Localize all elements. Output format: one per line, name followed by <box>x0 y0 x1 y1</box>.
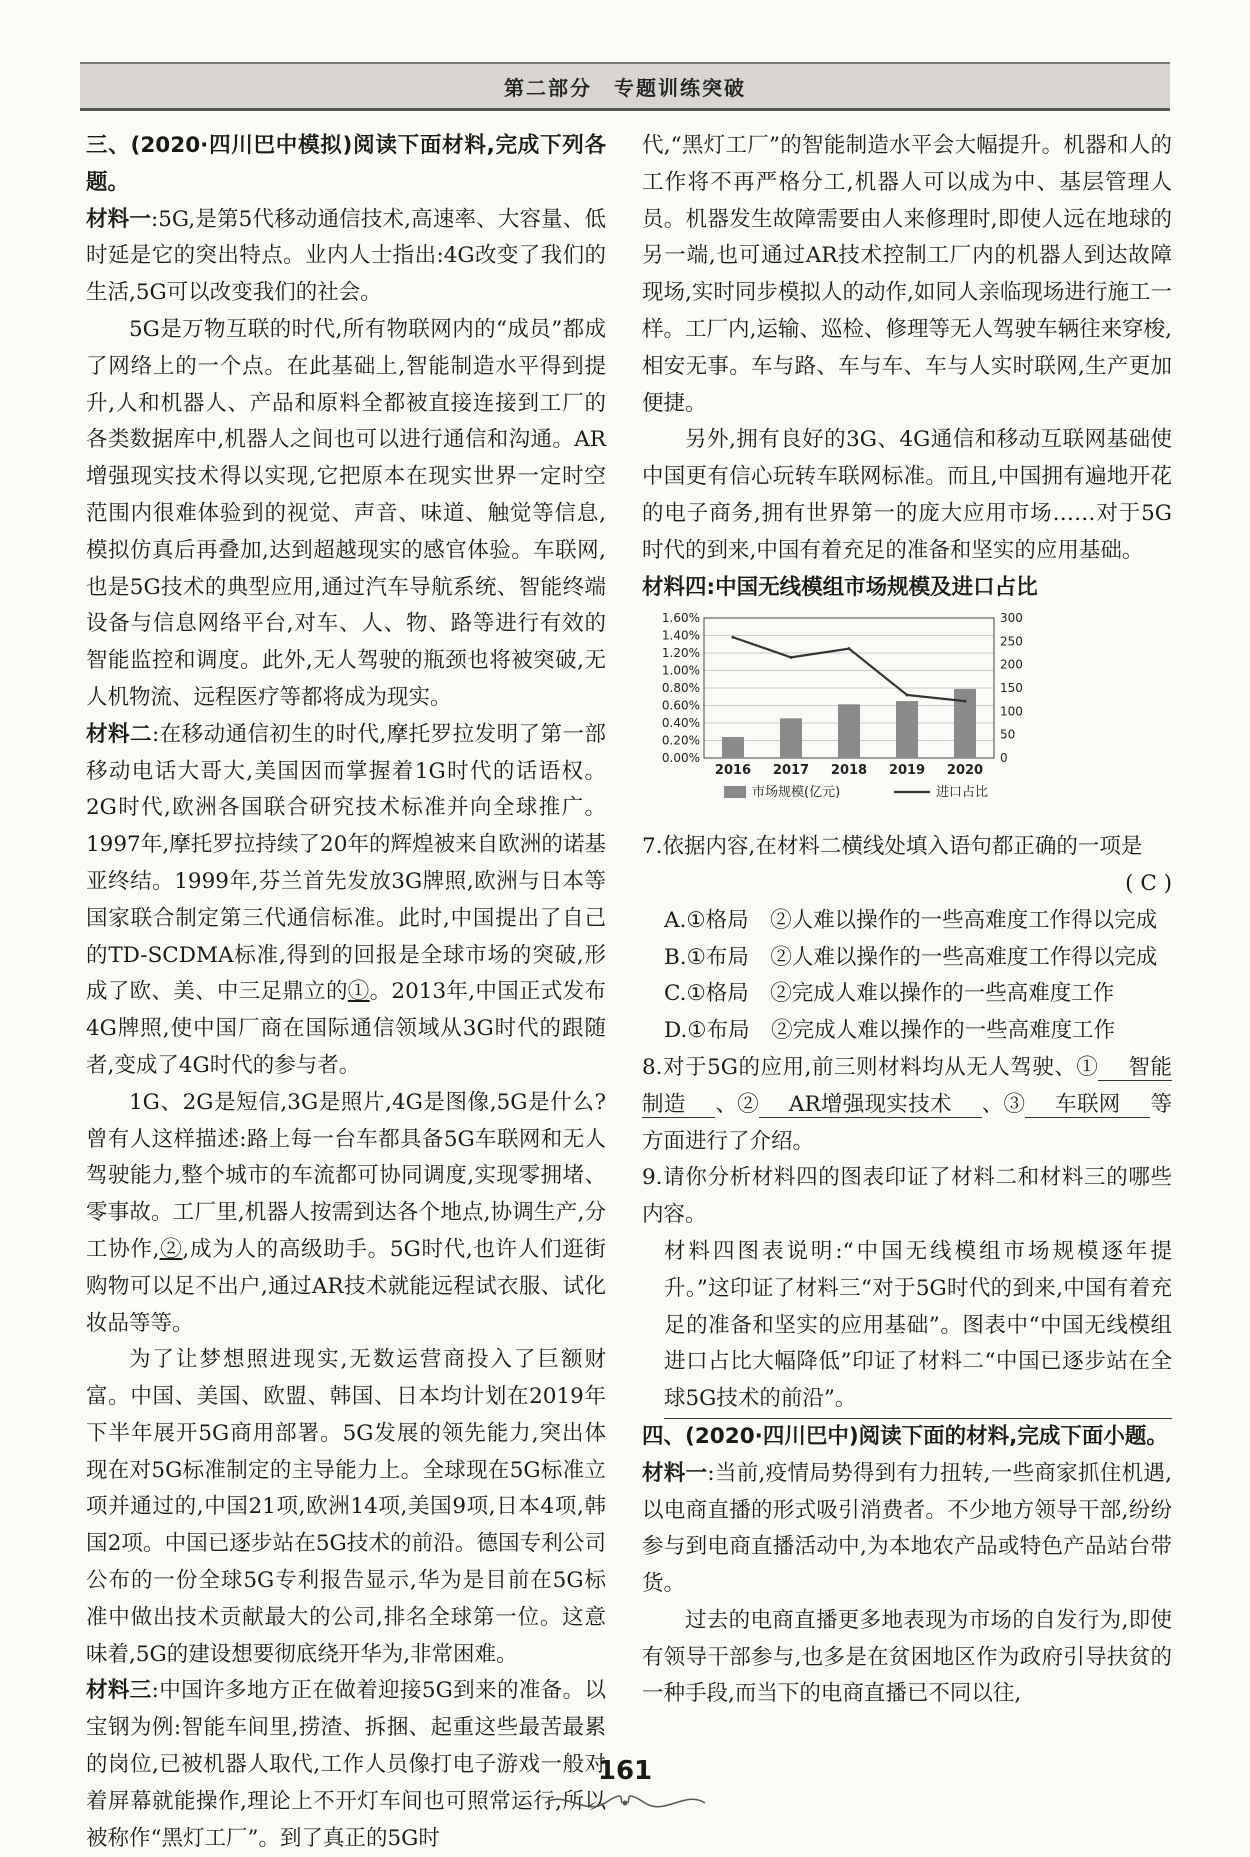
blank-1: ① <box>347 979 370 1005</box>
material2-para3: 为了让梦想照进现实,无数运营商投入了巨额财富。中国、美国、欧盟、韩国、日本均计划在2019年下半年展开5G商用部署。5G发展的领先能力,突出体现在对5G标准制定的主导能力上。全球现在5G标准立项并通过的,中国21项,欧洲14项,美国9项,日本4项,韩国2项。中国已逐步站在5G技术的前沿。德国专利公司公布的一份全球5G专利报告显示,华为是目前在5G标准中做出技术贡献最大的公司,排名全球第一位。这意味着,5G的建设想要彻底绕开华为,非常困难。 <box>86 1347 606 1667</box>
section3-title: 三、(2020·四川巴中模拟)阅读下面材料,完成下列各题。 <box>86 133 606 195</box>
blank-2: ② <box>159 1236 183 1262</box>
right-tick-label: 100 <box>1000 704 1023 719</box>
left-tick-label: 0.60% <box>661 698 700 713</box>
section4-title: 四、(2020·四川巴中)阅读下面的材料,完成下面小题。 <box>642 1423 1168 1449</box>
section4-material1-para1: 材料一:当前,疫情局势得到有力扭转,一些商家抓住机遇,以电商直播的形式吸引消费者。不少地方领导干部,纷纷参与到电商直播活动中,为本地农产品或特色产品站台带货。 <box>642 1460 1172 1597</box>
q7-option-a: A.①格局 ②人难以操作的一些高难度工作得以完成 <box>664 907 1158 933</box>
material3-para2: 另外,拥有良好的3G、4G通信和移动互联网基础使中国更有信心玩转车联网标准。而且,中国拥有遍地开花的电子商务,拥有世界第一的庞大应用市场……对于5G时代的到来,中国有着充足的准备和坚实的应用基础。 <box>642 427 1172 563</box>
q7-option-b: B.①布局 ②人难以操作的一些高难度工作得以完成 <box>664 944 1158 970</box>
left-tick-label: 1.20% <box>661 646 700 661</box>
right-tick-label: 300 <box>1000 611 1023 626</box>
left-tick-label: 1.00% <box>661 663 700 678</box>
left-tick-label: 1.40% <box>661 628 700 643</box>
question-8: 8.对于5G的应用,前三则材料均从无人驾驶、① 智能制造 、② AR增强现实技术 、③ 车联网 等方面进行了介绍。 <box>642 1054 1172 1154</box>
q9-answer-block <box>642 1234 1172 1419</box>
bar-2019 <box>896 701 918 758</box>
left-column <box>86 128 606 1857</box>
q9-answer: 材料四图表说明:“中国无线模组市场规模逐年提升。”这印证了材料三“对于5G时代的到来,中国有着充足的准备和坚实的应用基础”。图表中“中国无线模组进口占比大幅降低”印证了材料二“中国已逐步站在全球5G技术的前沿”。 <box>664 1234 1172 1419</box>
section4-material1-label: 材料一 <box>642 1460 708 1486</box>
left-tick-label: 1.60% <box>661 611 700 626</box>
q8-answer-3: 车联网 <box>1025 1092 1150 1118</box>
left-tick-label: 0.20% <box>661 733 700 748</box>
right-tick-label: 250 <box>1000 634 1023 649</box>
q8-answer-1: 智能制造 <box>642 1054 1172 1117</box>
left-tick-label: 0.40% <box>661 716 700 731</box>
material1-para1: 材料一:5G,是第5代移动通信技术,高速率、大容量、低时延是它的突出特点。业内人士指出:4G改变了我们的生活,5G可以改变我们的社会。 <box>86 206 606 306</box>
legend-bar-label: 市场规模(亿元) <box>752 785 841 801</box>
line-point-2017 <box>790 656 793 659</box>
material4-label: 材料四 <box>642 574 707 600</box>
material3-label: 材料三 <box>86 1678 152 1704</box>
right-tick-label: 150 <box>1000 681 1023 696</box>
legend-line-label: 进口占比 <box>936 785 989 801</box>
material3-continued: 代,“黑灯工厂”的智能制造水平会大幅提升。机器和人的工作将不再严格分工,机器人可以成为中、基层管理人员。机器发生故障需要由人来修理时,即使人远在地球的另一端,也可通过AR技术控制工厂内的机器人到达故障现场,实时同步模拟人的动作,如同人亲临现场进行施工一样。工厂内,运输、巡检、修理等无人驾驶车辆往来穿梭,相安无事。车与路、车与车、车与人实时联网,生产更加便捷。 <box>642 133 1172 416</box>
q7-option-c: C.①格局 ②完成人难以操作的一些高难度工作 <box>664 981 1115 1007</box>
right-tick-label: 50 <box>1000 728 1016 743</box>
market-chart <box>642 610 1062 810</box>
material1-label: 材料一 <box>86 206 151 232</box>
left-tick-label: 0.80% <box>661 681 700 696</box>
question-7: 7.依据内容,在材料二横线处填入语句都正确的一项是 <box>642 834 1143 860</box>
x-tick-label: 2016 <box>714 763 752 779</box>
x-tick-label: 2019 <box>888 763 926 779</box>
left-tick-label: 0.00% <box>661 751 700 766</box>
right-tick-label: 200 <box>1000 658 1023 673</box>
material2-para2: 1G、2G是短信,3G是照片,4G是图像,5G是什么?曾有人这样描述:路上每一台车都具备5G车联网和无人驾驶能力,整个城市的车流都可协同调度,实现零拥堵、零事故。工厂里,机器人按需到达各个地点,协调生产,分工协作,②,成为人的高级助手。5G时代,也许人们逛街购物可以足不出户,通过AR技术就能远程试衣服、试化妆品等等。 <box>86 1089 606 1336</box>
x-tick-label: 2018 <box>830 763 868 779</box>
section4-material1-para2: 过去的电商直播更多地表现为市场的自发行为,即使有领导干部参与,也多是在贫困地区作为政府引导扶贫的一种手段,而当下的电商直播已不同以往, <box>642 1607 1172 1707</box>
chart-container <box>642 610 1172 823</box>
page-number: 161 <box>597 1756 653 1786</box>
line-point-2020 <box>964 700 967 703</box>
line-point-2016 <box>732 636 735 639</box>
material3-para1: 材料三:中国许多地方正在做着迎接5G到来的准备。以宝钢为例:智能车间里,捞渣、拆捆、起重这些最苦最累的岗位,已被机器人取代,工作人员像打电子游戏一般对着屏幕就能操作,理论上不开灯车间也可照常运行,所以被称作“黑灯工厂”。到了真正的5G时 <box>86 1678 606 1851</box>
q7-option-d: D.①布局 ②完成人难以操作的一些高难度工作 <box>664 1018 1116 1044</box>
bar-2016 <box>722 737 744 758</box>
section-header <box>80 62 1170 111</box>
import-share-line <box>733 638 965 702</box>
x-tick-label: 2020 <box>946 763 984 779</box>
question-7-answer: ( C ) <box>1125 870 1172 896</box>
question-9: 9.请你分析材料四的图表印证了材料二和材料三的哪些内容。 <box>642 1165 1172 1228</box>
x-tick-label: 2017 <box>772 763 810 779</box>
footer-ornament-icon <box>540 1788 710 1818</box>
line-point-2018 <box>848 647 851 650</box>
material1-para2: 5G是万物互联的时代,所有物联网内的“成员”都成了网络上的一个点。在此基础上,智能制造水平得到提升,人和机器人、产品和原料全都被直接连接到工厂的各类数据库中,机器人之间也可以进行通信和沟通。AR增强现实技术得以实现,它把原本在现实世界一定时空范围内很难体验到的视觉、声音、味道、触觉等信息,模拟仿真后再叠加,达到超越现实的感官体验。车联网,也是5G技术的典型应用,通过汽车导航系统、智能终端设备与信息网络平台,对车、人、物、路等进行有效的智能监控和调度。此外,无人驾驶的瓶颈也将被突破,无人机物流、远程医疗等都将成为现实。 <box>86 316 606 710</box>
material2-label: 材料二 <box>86 721 152 747</box>
material2-para1: 材料二:在移动通信初生的时代,摩托罗拉发明了第一部移动电话大哥大,美国因而掌握着1G时代的话语权。2G时代,欧洲各国联合研究技术标准并向全球推广。1997年,摩托罗拉持续了20年的辉煌被来自欧洲的诺基亚终结。1999年,芬兰首先发放3G牌照,欧洲与日本等国家联合制定第三代通信标准。此时,中国提出了自己的TD-SCDMA标准,得到的回报是全球市场的突破,形成了欧、美、中三足鼎立的①。2013年,中国正式发布4G牌照,使中国厂商在国际通信领域从3G时代的跟随者,变成了4G时代的参与者。 <box>86 721 606 1078</box>
bar-2018 <box>838 705 860 759</box>
material4-heading: 材料四:中国无线模组市场规模及进口占比 <box>642 574 1038 600</box>
legend-bar-swatch <box>724 786 746 798</box>
line-point-2019 <box>906 694 909 697</box>
header-title: 第二部分 专题训练突破 <box>504 76 746 100</box>
right-tick-label: 0 <box>1000 751 1008 766</box>
q8-answer-2: AR增强现实技术 <box>759 1092 982 1118</box>
bar-2017 <box>780 719 802 759</box>
right-column <box>642 128 1172 1713</box>
